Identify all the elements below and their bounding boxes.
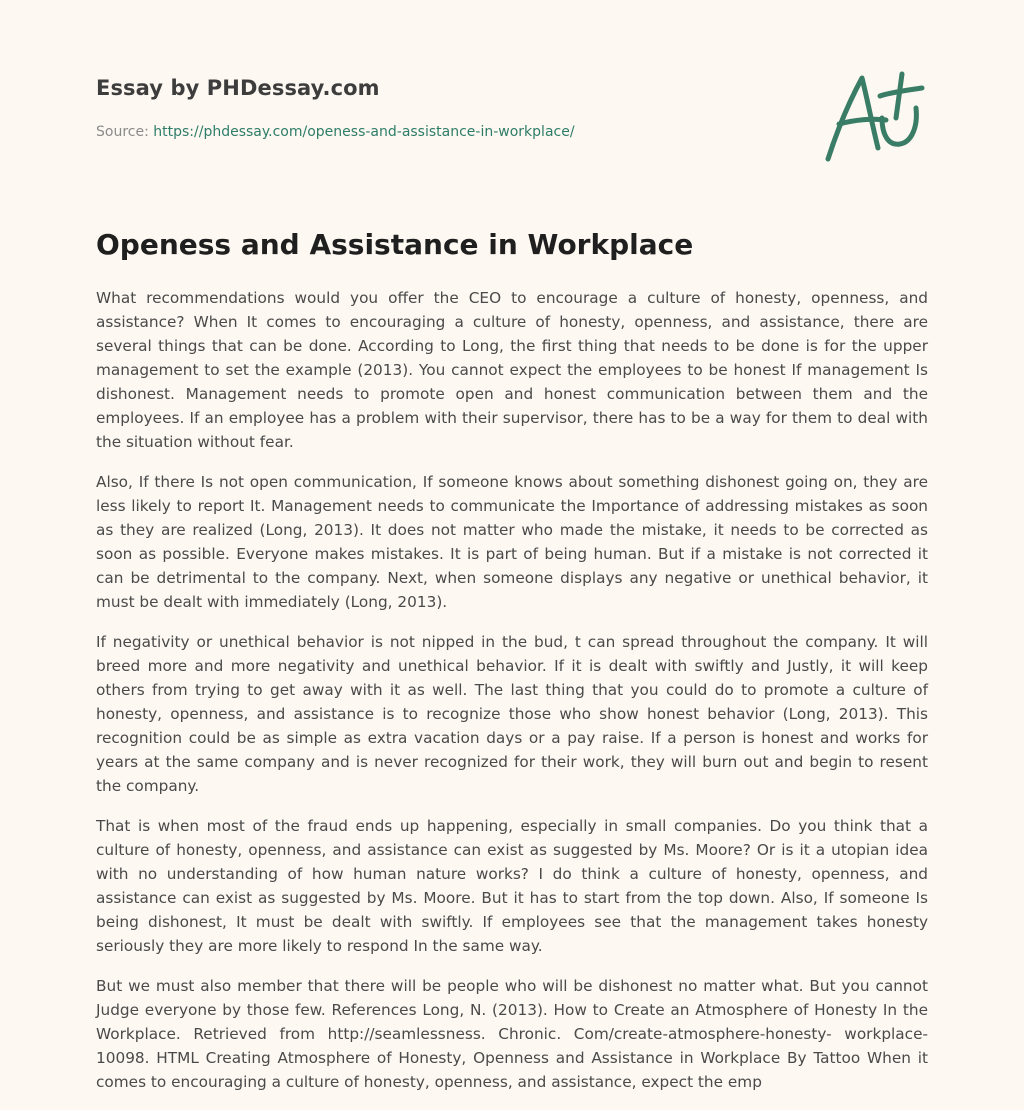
source-link[interactable]: https://phdessay.com/openess-and-assistance-in-workplace/ xyxy=(153,124,575,140)
article xyxy=(96,226,928,1110)
article-title: Openess and Assistance in Workplace xyxy=(96,228,694,261)
a-plus-grade-icon xyxy=(822,68,926,168)
site-title: Essay by PHDessay.com xyxy=(96,76,380,100)
source-line xyxy=(96,124,575,140)
article-paragraph: That is when most of the fraud ends up happening, especially in small companies. Do you think that a culture of honesty, openness, and assistance can exist as suggested by Ms. Moore? Or is it a utopian idea with no understanding of how human nature works? I do think a culture of honesty, openness, and assistance can exist as suggested by Ms. Moore. But it has to start from the top down. Also, If someone Is being dishonest, It must be dealt with swiftly. If employees see that the management takes honesty seriously they are more likely to respond In the same way. xyxy=(96,817,928,955)
article-paragraph: What recommendations would you offer the CEO to encourage a culture of honesty, openness, and assistance? When It comes to encouraging a culture of honesty, openness, and assistance, there are several things that can be done. According to Long, the first thing that needs to be done is for the upper management to set the example (2013). You cannot expect the employees to be honest If management Is dishonest. Management needs to promote open and honest communication between them and the employees. If an employee has a problem with their supervisor, there has to be a way for them to deal with the situation without fear. xyxy=(96,289,928,451)
page-header xyxy=(96,0,928,200)
article-paragraph: But we must also member that there will be people who will be dishonest no matter what. But you cannot Judge everyone by those few. References Long, N. (2013). How to Create an Atmosphere of Honesty In the Workplace. Retrieved from http://seamlessness. Chronic. Com/create-atmosphere-honesty- workplace- 10098. HTML Creating Atmosphere of Honesty, Openness and Assistance in Workplace By Tattoo When it comes to encouraging a culture of honesty, openness, and assistance, expect the emp xyxy=(96,977,928,1091)
article-paragraph: If negativity or unethical behavior is not nipped in the bud, t can spread throughout the company. It will breed more and more negativity and unethical behavior. If it is dealt with swiftly and Justly, it will keep others from trying to get away with it as well. The last thing that you could do to promote a culture of honesty, openness, and assistance is to recognize those who show honest behavior (Long, 2013). This recognition could be as simple as extra vacation days or a pay raise. If a person is honest and works for years at the same company and is never recognized for their work, they will burn out and begin to resent the company. xyxy=(96,633,928,795)
source-label: Source: xyxy=(96,124,149,140)
article-paragraph: Also, If there Is not open communication, If someone knows about something dishonest going on, they are less likely to report It. Management needs to communicate the Importance of addressing mistakes as soon as they are realized (Long, 2013). It does not matter who made the mistake, it needs to be corrected as soon as possible. Everyone makes mistakes. It is part of being human. But if a mistake is not corrected it can be detrimental to the company. Next, when someone displays any negative or unethical behavior, it must be dealt with immediately (Long, 2013). xyxy=(96,473,928,611)
